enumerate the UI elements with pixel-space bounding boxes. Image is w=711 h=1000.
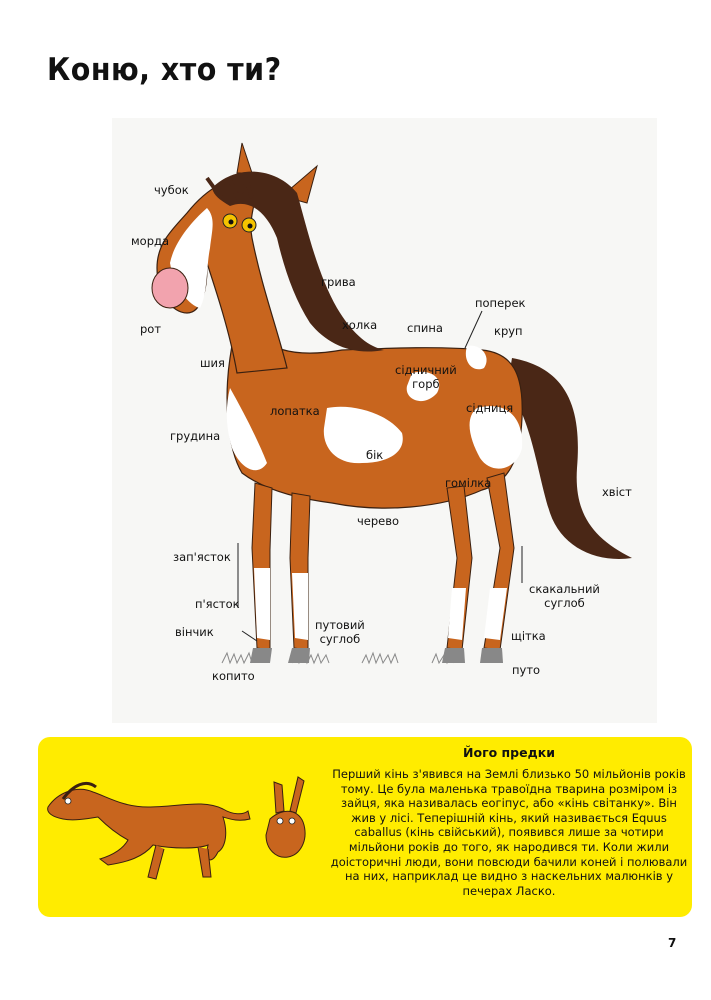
label-buttock: сідниця	[466, 401, 514, 415]
label-forelock: чубок	[154, 183, 189, 197]
page-title: Коню, хто ти?	[47, 52, 282, 88]
label-hock-line2: суглоб	[544, 596, 585, 610]
label-croup: круп	[494, 324, 523, 338]
label-tail: хвіст	[602, 485, 632, 499]
label-loin: поперек	[475, 296, 526, 310]
label-hock-line1: скакальний	[529, 582, 600, 596]
label-muzzle: морда	[131, 234, 170, 248]
label-belly: черево	[357, 514, 400, 528]
horse-illustration	[112, 118, 657, 723]
label-shoulder: лопатка	[270, 404, 320, 418]
label-side: бік	[366, 448, 384, 462]
label-withers: холка	[342, 318, 378, 332]
label-back: спина	[407, 321, 443, 335]
label-hoof: копито	[212, 669, 255, 683]
label-neck: шия	[200, 356, 225, 370]
label-feather: щітка	[511, 629, 546, 643]
ancestors-text: Перший кінь з'явився на Землі близько 50 мільйонів років тому. Це була маленька травоїдна тварина розміром із зайця, яка називалась еогіпус, або «кінь світанку». Він жив у лісі. Теперішній кінь, який називається Equus caballus (кінь свійський), появився лише за чотири мільйони років до того, як народився ти. Коли жили доісторичні люди, вони повсюди бачили коней і полювали на них, наприклад це видно з наскельних малюнків у печерах Ласко.	[330, 767, 688, 898]
label-cannon: п'ясток	[195, 597, 240, 611]
label-hip-line2: горб	[412, 377, 440, 391]
label-knee: зап'ясток	[173, 550, 231, 564]
ancestors-title: Його предки	[463, 745, 555, 760]
label-chest: грудина	[170, 429, 221, 443]
page-number: 7	[668, 936, 677, 950]
label-fetlock-line1: путовий	[315, 618, 365, 632]
label-pastern: путо	[512, 663, 541, 677]
label-gaskin: гомілка	[445, 476, 492, 490]
label-fetlock	[315, 618, 365, 646]
eohippus-illustration	[38, 737, 328, 917]
label-fetlock-line2: суглоб	[319, 632, 361, 646]
label-mouth: рот	[140, 322, 162, 336]
label-hip-line1: сідничний	[395, 363, 457, 377]
label-hip	[395, 363, 457, 391]
label-coronet: вінчик	[175, 625, 214, 639]
ancestors-box	[38, 737, 692, 917]
label-mane: грива	[321, 275, 356, 289]
label-hock	[529, 582, 600, 610]
